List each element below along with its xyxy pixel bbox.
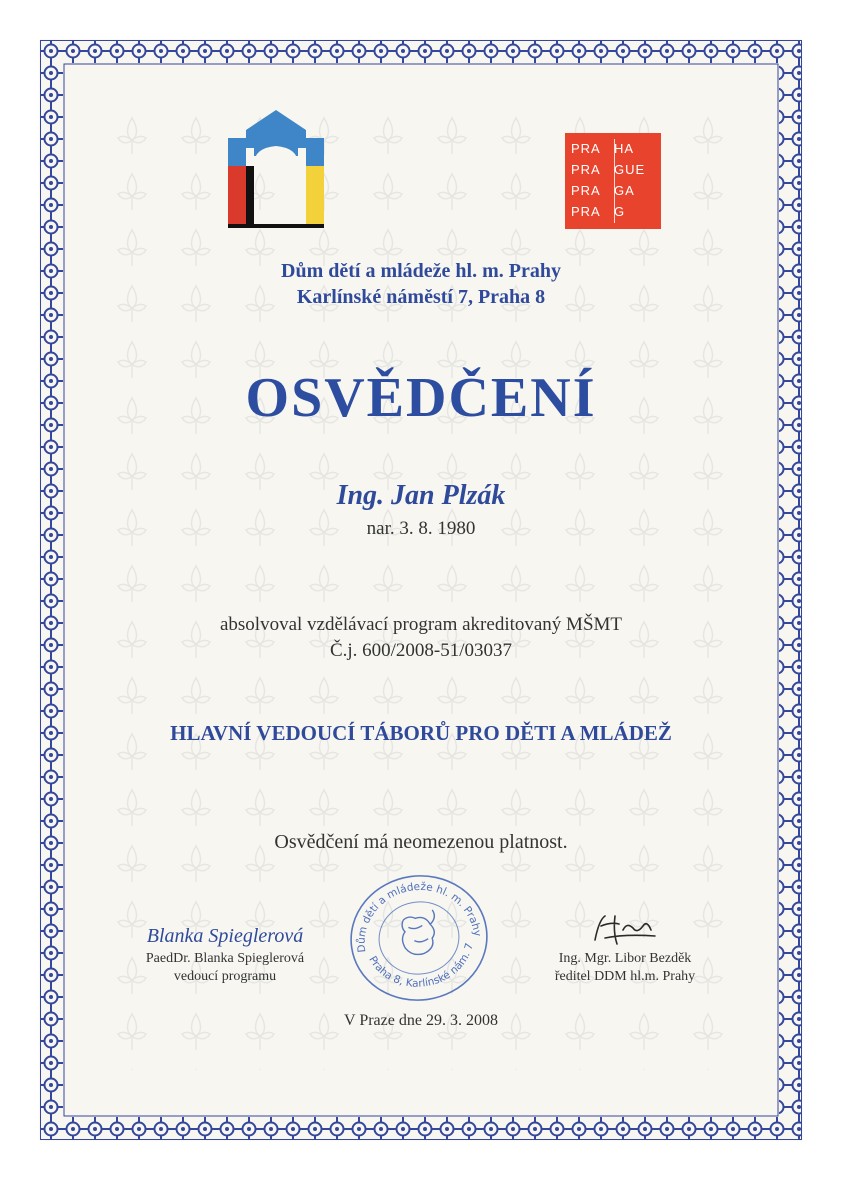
place-and-date: V Praze dne 29. 3. 2008 [344, 1012, 498, 1029]
ddm-arch-logo [228, 108, 324, 230]
left-signatory-name: PaedDr. Blanka Spieglerová [145, 951, 305, 966]
validity-note: Osvědčení má neomezenou platnost. [274, 831, 568, 853]
left-signature-handwriting: Blanka Spieglerová [146, 925, 304, 947]
course-name: HLAVNÍ VEDOUCÍ TÁBORŮ PRO DĚTI A MLÁDEŽ [170, 721, 672, 745]
organization-name: Dům dětí a mládeže hl. m. Prahy [281, 260, 561, 282]
prague-logo-text: GA [614, 183, 635, 198]
svg-text:Praha 8, Karlínské nám. 7 [366, 940, 481, 997]
reference-number: Č.j. 600/2008-51/03037 [329, 640, 513, 661]
birth-date: nar. 3. 8. 1980 [366, 518, 476, 539]
holder-name: Ing. Jan Plzák [336, 480, 506, 511]
left-signature [110, 920, 340, 950]
prague-logo-text: HA [614, 141, 635, 156]
right-signatory-role: ředitel DDM hl.m. Prahy [554, 969, 696, 984]
official-stamp [344, 870, 494, 1005]
program-statement: absolvoval vzdělávací program akreditovaný MŠMT [219, 614, 623, 635]
prague-logo-text: G [614, 204, 626, 219]
prague-logo-text: PRA [571, 162, 601, 177]
prague-logo [565, 133, 661, 229]
prague-logo-text: PRA [571, 204, 601, 219]
right-signatory-name: Ing. Mgr. Libor Bezděk [558, 951, 692, 966]
prague-logo-text: GUE [614, 162, 646, 177]
left-signature-block [95, 920, 355, 986]
left-signatory-role: vedoucí programu [173, 969, 277, 984]
stamp-text-bottom: Praha 8, Karlínské nám. 7 [366, 941, 476, 990]
stamp-text-top: Dům dětí a mládeže hl. m. Prahy [355, 880, 484, 954]
right-signature [565, 912, 685, 950]
right-signature-block [505, 912, 745, 986]
organization-address: Karlínské náměstí 7, Praha 8 [296, 286, 546, 308]
prague-logo-text: PRA [571, 183, 601, 198]
lion-emblem-icon [399, 910, 439, 957]
certificate-title: OSVĚDČENÍ [245, 367, 597, 429]
prague-logo-text: PRA [571, 141, 601, 156]
